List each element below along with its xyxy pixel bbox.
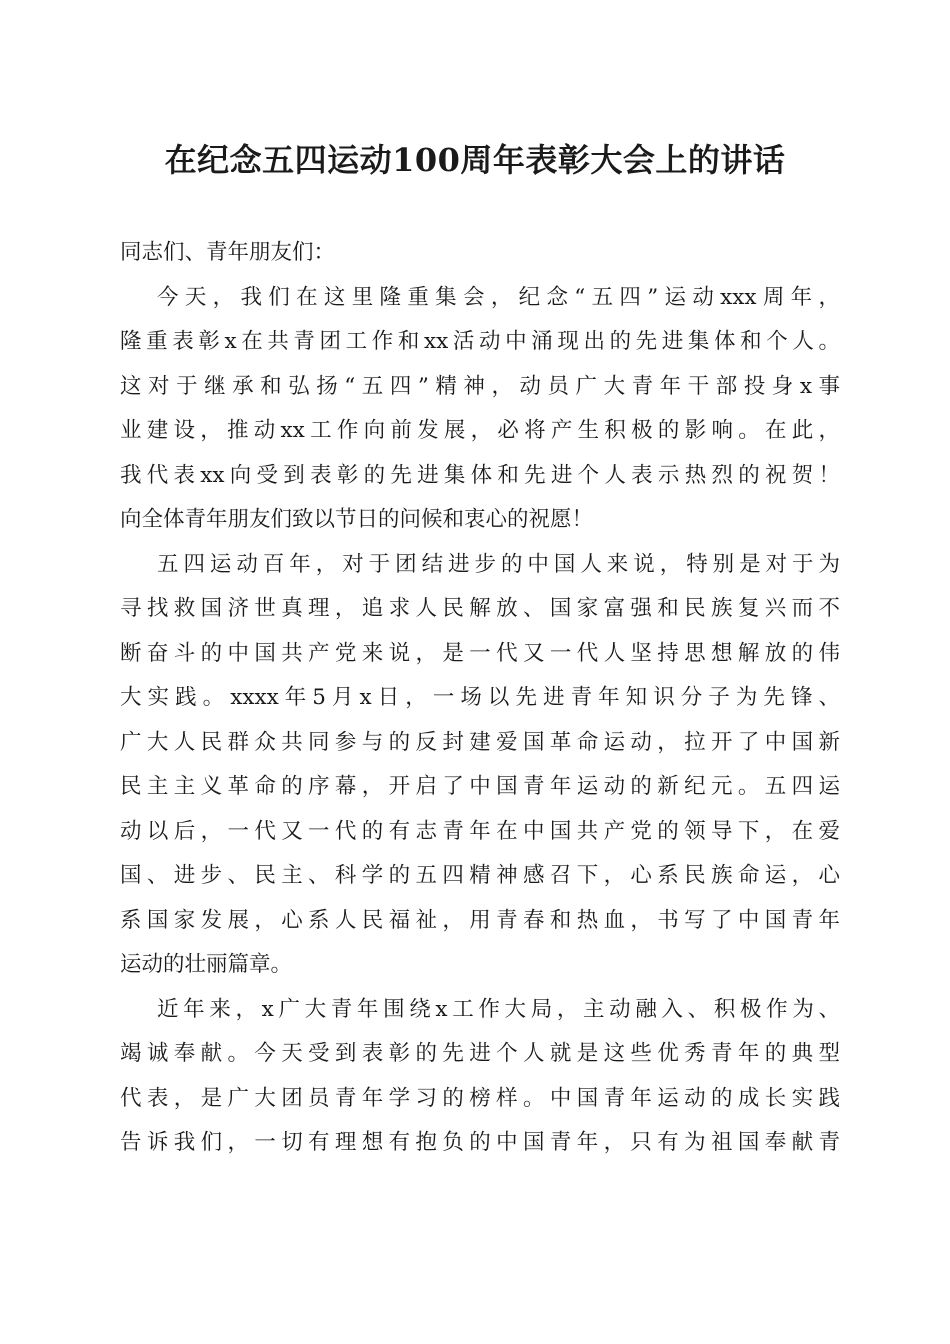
paragraph-line: 国、进步、民主、科学的五四精神感召下，心系民族命运，心 — [120, 863, 840, 888]
paragraph-line: 我代表xx向受到表彰的先进集体和先进个人表示热烈的祝贺！ — [120, 462, 840, 488]
document-title: 在纪念五四运动100周年表彰大会上的讲话 — [164, 141, 786, 179]
paragraph-line: 断奋斗的中国共产党来说，是一代又一代人坚持思想解放的伟 — [120, 640, 840, 666]
paragraph-line: 代表，是广大团员青年学习的榜样。中国青年运动的成长实践 — [120, 1085, 840, 1111]
document-body — [120, 231, 840, 1166]
paragraph-line: 告诉我们，一切有理想有抱负的中国青年，只有为祖国奉献青 — [120, 1130, 840, 1155]
paragraph-line: 今天，我们在这里隆重集会，纪念“五四”运动xxx周年， — [157, 284, 840, 310]
paragraph-line: 民主主义革命的序幕，开启了中国青年运动的新纪元。五四运 — [120, 774, 840, 799]
paragraph-line: 大实践。xxxx年5月x日，一场以先进青年知识分子为先锋、 — [120, 685, 840, 710]
paragraph-line: 近年来，x广大青年围绕x工作大局，主动融入、积极作为、 — [157, 996, 840, 1022]
paragraph-line: 寻找救国济世真理，追求人民解放、国家富强和民族复兴而不 — [120, 596, 840, 621]
greeting-line: 同志们、青年朋友们： — [120, 240, 336, 265]
paragraph-line: 五四运动百年，对于团结进步的中国人来说，特别是对于为 — [157, 551, 840, 577]
paragraph-3 — [120, 988, 840, 1166]
paragraph-line: 广大人民群众共同参与的反封建爱国革命运动，拉开了中国新 — [120, 729, 840, 755]
paragraph-line: 向全体青年朋友们致以节日的问候和衷心的祝愿！ — [120, 507, 594, 532]
paragraph-2 — [120, 543, 840, 988]
paragraph-line: 系国家发展，心系人民福祉，用青春和热血，书写了中国青年 — [120, 907, 840, 933]
paragraph-line: 运动的壮丽篇章。 — [120, 952, 293, 977]
paragraph-line: 业建设，推动xx工作向前发展，必将产生积极的影响。在此， — [120, 418, 840, 443]
paragraph-line: 这对于继承和弘扬“五四”精神，动员广大青年干部投身x事 — [120, 373, 840, 399]
paragraph-line: 隆重表彰x在共青团工作和xx活动中涌现出的先进集体和个人。 — [120, 329, 840, 354]
paragraph-1 — [120, 276, 840, 543]
paragraph-line: 竭诚奉献。今天受到表彰的先进个人就是这些优秀青年的典型 — [120, 1041, 840, 1066]
paragraph-line: 动以后，一代又一代的有志青年在中国共产党的领导下，在爱 — [120, 818, 840, 844]
